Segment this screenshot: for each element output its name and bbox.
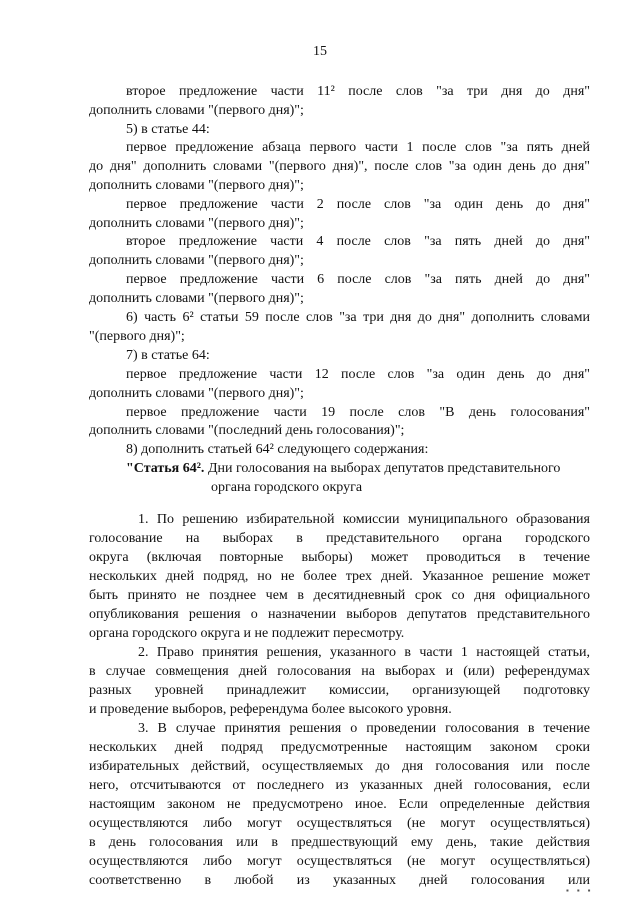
text-line: первое предложение абзаца первого части 1 после слов "за пять дней — [126, 140, 590, 155]
text-line: "(первого дня)"; — [89, 329, 185, 344]
text-line: 3. В случае принятия решения о проведении голосования в течение — [138, 721, 590, 736]
text-line: до дня" дополнить словами "(первого дня)", после слов "за один день до дня" — [89, 159, 590, 174]
text-line: органа городского округа и не подлежит пересмотру. — [89, 626, 405, 641]
text-line: настоящим законом не предусмотрено иное. Если определенные действия — [89, 797, 590, 812]
text-line: голосование на выборах в представительного органа городского — [89, 531, 590, 546]
text-line: 8) дополнить статьей 64² следующего содержания: — [126, 442, 429, 457]
text-line: избирательных действий, осуществляемых до дня голосования или после — [89, 759, 590, 774]
text-line: первое предложение части 6 после слов "за пять дней до дня" — [126, 272, 590, 287]
text-line: дополнить словами "(первого дня)"; — [89, 216, 304, 231]
text-line: быть принято не позднее чем в десятидневный срок со дня официального — [89, 588, 590, 603]
text-line: нескольких дней подряд, но не более трех дней. Указанное решение может — [89, 569, 590, 584]
page-number: 15 — [313, 44, 327, 59]
article-number: "Статья 64². — [126, 461, 205, 476]
text-line: дополнить словами "(первого дня)"; — [89, 291, 304, 306]
text-line: в случае совмещения дней голосования на выборах и (или) референдумах — [89, 664, 590, 679]
text-line: дополнить словами "(последний день голосования)"; — [89, 423, 405, 438]
footer-marks: ▪ ▪ ▪ — [566, 886, 594, 895]
text-line: и проведение выборов, референдума более высокого уровня. — [89, 702, 452, 717]
text-line: нескольких дней подряд предусмотренные настоящим законом сроки — [89, 740, 590, 755]
text-line: 1. По решению избирательной комиссии муниципального образования — [138, 512, 590, 527]
text-line: первое предложение части 2 после слов "за один день до дня" — [126, 197, 590, 212]
text-line: соответственно в любой из указанных дней голосования или — [89, 873, 590, 888]
text-line: округа (включая повторные выборы) может проводиться в течение — [89, 550, 590, 565]
text-line: первое предложение части 12 после слов "за один день до дня" — [126, 367, 590, 382]
text-line: осуществляются либо могут осуществляться (не могут осуществляться) — [89, 854, 590, 869]
text-line: него, отсчитываются от последнего из указанных дней голосования, если — [89, 778, 590, 793]
text-line: дополнить словами "(первого дня)"; — [89, 103, 304, 118]
text-line: первое предложение части 19 после слов "В день голосования" — [126, 405, 590, 420]
text-line: осуществляются либо могут осуществляться (не могут осуществляться) — [89, 816, 590, 831]
text-line: дополнить словами "(первого дня)"; — [89, 253, 304, 268]
article-title: Дни голосования на выборах депутатов представительного — [207, 461, 561, 476]
text-line: 6) часть 6² статьи 59 после слов "за три дня до дня" дополнить словами — [126, 310, 590, 325]
text-line: второе предложение части 11² после слов "за три дня до дня" — [126, 84, 590, 99]
text-line: 2. Право принятия решения, указанного в части 1 настоящей статьи, — [138, 645, 590, 660]
text-line: в день голосования или в предшествующий ему день, такие действия — [89, 835, 590, 850]
text-line: 5) в статье 44: — [126, 122, 210, 137]
text-line: второе предложение части 4 после слов "за пять дней до дня" — [126, 234, 590, 249]
article-title-continued: органа городского округа — [211, 480, 363, 495]
text-line: разных уровней принадлежит комиссии, организующей подготовку — [89, 683, 590, 698]
text-line: 7) в статье 64: — [126, 348, 210, 363]
article-heading — [126, 459, 590, 478]
text-line: дополнить словами "(первого дня)"; — [89, 178, 304, 193]
text-line: дополнить словами "(первого дня)"; — [89, 386, 304, 401]
text-line: опубликования решения о назначении выборов депутатов представительного — [89, 607, 590, 622]
